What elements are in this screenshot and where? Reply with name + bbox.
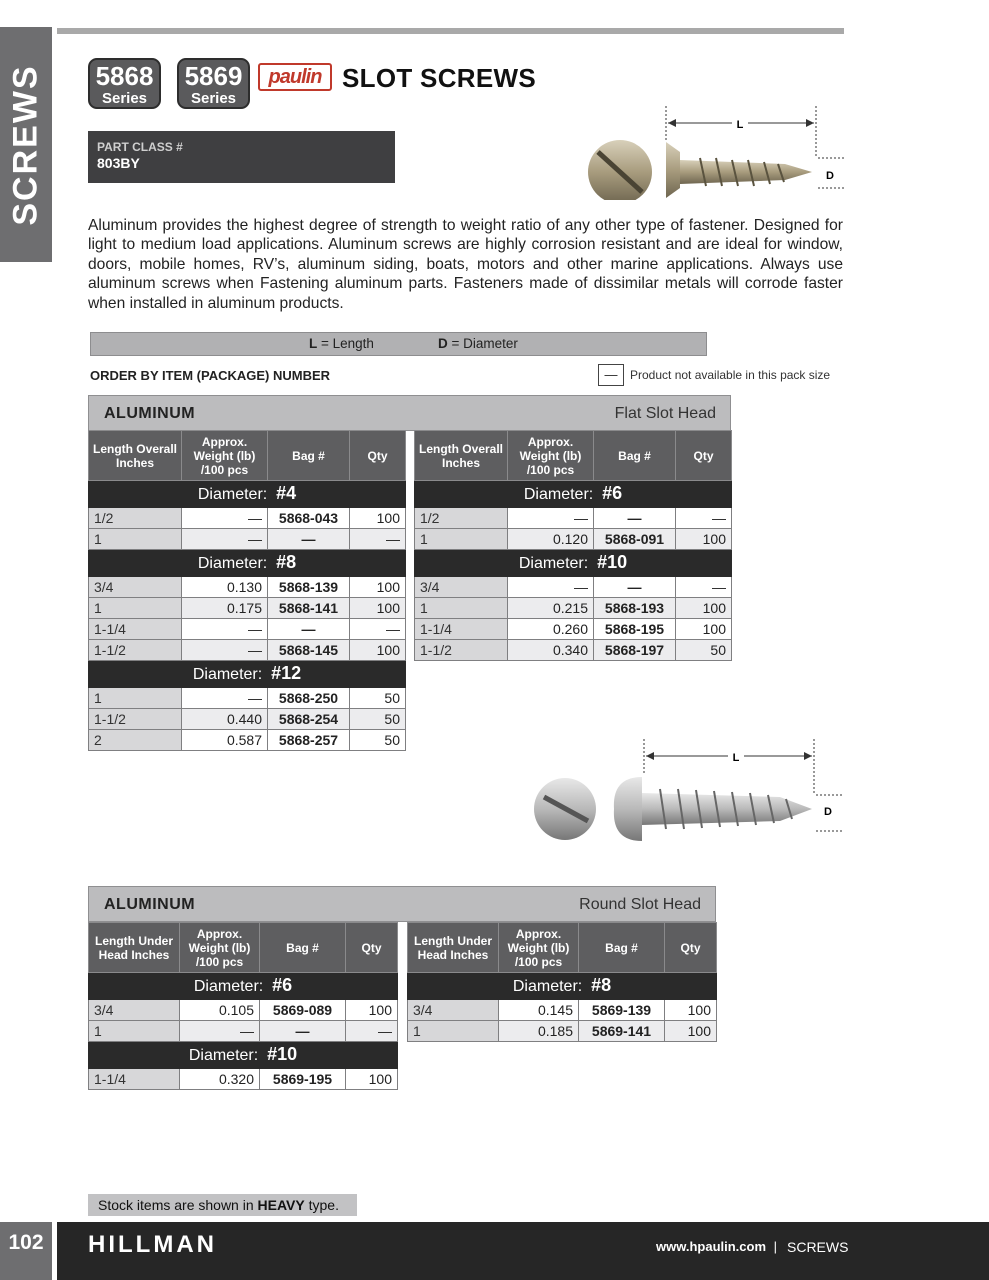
bag-number-cell: 5868-254: [268, 709, 350, 730]
length-cell: 1: [89, 598, 182, 619]
diameter-value: #10: [597, 552, 628, 572]
table-row: [415, 508, 732, 529]
round-head-section-header: [88, 886, 716, 922]
description-paragraph: Aluminum provides the highest degree of strength to weight ratio of any other type of fastener. Designed for light to medium load applications. Aluminum screws are highly corrosion resistant and are ideal for window, doors, mobile homes, RV’s, aluminum siding, boats, motors and other marine applications. Always use aluminum screws when Fastening aluminum parts. Fasteners made of dissimilar metals will corrode faster when installed in aluminum products.: [88, 217, 843, 312]
table-header-row: [408, 923, 717, 973]
table-row: [89, 529, 406, 550]
diameter-value: #6: [272, 975, 293, 995]
qty-cell: 100: [676, 619, 732, 640]
diameter-value: #10: [267, 1044, 298, 1064]
hillman-logo: HILLMAN: [88, 1231, 217, 1258]
bag-number-cell: 5868-043: [268, 508, 350, 529]
diameter-cell: [89, 973, 398, 1000]
section-side-tab: [0, 27, 52, 262]
order-by-heading: ORDER BY ITEM (PACKAGE) NUMBER: [90, 368, 331, 383]
weight-cell: —: [508, 508, 594, 529]
weight-cell: —: [182, 688, 268, 709]
diameter-label: D: [826, 170, 834, 182]
weight-cell: —: [182, 508, 268, 529]
weight-cell: —: [508, 577, 594, 598]
legend-d-text: = Diameter: [447, 336, 518, 351]
bag-number-cell: 5868-091: [594, 529, 676, 550]
weight-cell: 0.145: [499, 1000, 579, 1021]
table-row: [89, 709, 406, 730]
table-row: [89, 508, 406, 529]
table-row: [89, 577, 406, 598]
bag-number-cell: —: [594, 508, 676, 529]
series-label: Series: [190, 90, 237, 107]
qty-cell: 100: [665, 1021, 717, 1042]
screw-shank: [642, 793, 812, 825]
qty-cell: —: [350, 619, 406, 640]
column-header: Approx. Weight (lb) /100 pcs: [182, 431, 268, 481]
qty-cell: 50: [350, 709, 406, 730]
weight-cell: 0.440: [182, 709, 268, 730]
diameter-cell: [89, 661, 406, 688]
stock-note: [88, 1194, 357, 1216]
diameter-label: Diameter:: [523, 486, 594, 503]
footer-url-text: www.hpaulin.com: [656, 1239, 767, 1254]
weight-cell: —: [180, 1021, 260, 1042]
diameter-label: D: [824, 806, 832, 818]
qty-cell: 100: [665, 1000, 717, 1021]
diameter-label: Diameter:: [197, 555, 268, 572]
bag-number-cell: 5869-195: [260, 1069, 346, 1090]
part-class-box: [88, 131, 395, 183]
column-header: Approx. Weight (lb) /100 pcs: [180, 923, 260, 973]
table-header-row: [89, 923, 398, 973]
weight-cell: 0.320: [180, 1069, 260, 1090]
stock-note-bold: HEAVY: [257, 1197, 305, 1213]
table-row: [415, 529, 732, 550]
qty-cell: 50: [676, 640, 732, 661]
length-cell: 3/4: [89, 1000, 180, 1021]
column-header: Qty: [676, 431, 732, 481]
bag-number-cell: —: [268, 619, 350, 640]
not-available-symbol: —: [598, 364, 624, 386]
part-class-value: 803BY: [97, 155, 140, 171]
weight-cell: 0.120: [508, 529, 594, 550]
legend-d-key: D: [438, 336, 448, 351]
length-cell: 1-1/4: [89, 619, 182, 640]
page-title: SLOT SCREWS: [342, 63, 536, 93]
length-cell: 3/4: [408, 1000, 499, 1021]
qty-cell: 100: [676, 598, 732, 619]
length-cell: 1: [408, 1021, 499, 1042]
stock-note-pre: Stock items are shown in: [98, 1197, 258, 1213]
table-row: [89, 1000, 398, 1021]
round-slot-screw-illustration: [530, 735, 850, 845]
weight-cell: 0.587: [182, 730, 268, 751]
column-header: Qty: [665, 923, 717, 973]
diameter-cell: [89, 1042, 398, 1069]
screw-round-head-side: [614, 777, 642, 841]
column-header: Approx. Weight (lb) /100 pcs: [508, 431, 594, 481]
column-header: Bag #: [268, 431, 350, 481]
column-header: Qty: [350, 431, 406, 481]
flat-slot-screw-illustration: [580, 100, 850, 200]
legend-l-text: = Length: [317, 336, 374, 351]
weight-cell: 0.215: [508, 598, 594, 619]
diameter-label: Diameter:: [193, 978, 264, 995]
column-header: Qty: [346, 923, 398, 973]
length-cell: 1-1/2: [89, 709, 182, 730]
length-cell: 3/4: [415, 577, 508, 598]
diameter-value: #8: [276, 552, 297, 572]
length-cell: 1: [89, 688, 182, 709]
weight-cell: 0.175: [182, 598, 268, 619]
qty-cell: 50: [350, 730, 406, 751]
length-cell: 1: [415, 598, 508, 619]
length-cell: 1/2: [89, 508, 182, 529]
head-type-label: Flat Slot Head: [614, 405, 716, 422]
material-label: ALUMINUM: [104, 896, 196, 913]
weight-cell: 0.260: [508, 619, 594, 640]
weight-cell: —: [182, 529, 268, 550]
diameter-row: [89, 1042, 398, 1069]
column-header: Length Under Head Inches: [89, 923, 180, 973]
diameter-row: [415, 550, 732, 577]
bag-number-cell: 5868-197: [594, 640, 676, 661]
table-header-row: [89, 431, 406, 481]
diameter-label: Diameter:: [512, 978, 583, 995]
qty-cell: 100: [346, 1069, 398, 1090]
length-cell: 1-1/4: [415, 619, 508, 640]
length-cell: 1-1/4: [89, 1069, 180, 1090]
table-row: [89, 1069, 398, 1090]
table-row: [89, 598, 406, 619]
qty-cell: 100: [676, 529, 732, 550]
length-cell: 2: [89, 730, 182, 751]
weight-cell: 0.130: [182, 577, 268, 598]
bag-number-cell: 5869-139: [579, 1000, 665, 1021]
head-type-label: Round Slot Head: [579, 896, 701, 913]
diameter-row: [89, 550, 406, 577]
diameter-row: [408, 973, 717, 1000]
qty-cell: —: [676, 508, 732, 529]
qty-cell: 100: [346, 1000, 398, 1021]
qty-cell: 100: [350, 508, 406, 529]
diameter-label: Diameter:: [192, 666, 263, 683]
bag-number-cell: 5868-141: [268, 598, 350, 619]
part-class-label: PART CLASS #: [97, 140, 183, 154]
length-cell: 3/4: [89, 577, 182, 598]
material-label: ALUMINUM: [104, 405, 196, 422]
table-row: [89, 1021, 398, 1042]
series-badge-5869: [177, 58, 250, 109]
diameter-label: Diameter:: [518, 555, 589, 572]
diameter-cell: [89, 550, 406, 577]
side-tab-label: SCREWS: [6, 63, 45, 226]
column-header: Length Overall Inches: [89, 431, 182, 481]
screw-shank: [680, 160, 812, 184]
table-row: [89, 640, 406, 661]
diameter-cell: [408, 973, 717, 1000]
qty-cell: —: [676, 577, 732, 598]
qty-cell: 100: [350, 577, 406, 598]
qty-cell: 50: [350, 688, 406, 709]
flat-head-table-right: [414, 430, 732, 661]
table-row: [408, 1021, 717, 1042]
bag-number-cell: 5869-141: [579, 1021, 665, 1042]
length-label: L: [736, 119, 744, 131]
legend-l-key: L: [309, 336, 318, 351]
length-cell: 1/2: [415, 508, 508, 529]
bag-number-cell: —: [594, 577, 676, 598]
top-rule: [57, 28, 844, 34]
length-cell: 1: [415, 529, 508, 550]
weight-cell: 0.105: [180, 1000, 260, 1021]
diameter-cell: [415, 481, 732, 508]
diameter-row: [415, 481, 732, 508]
qty-cell: —: [346, 1021, 398, 1042]
diameter-label: Diameter:: [188, 1047, 259, 1064]
legend-length: [309, 333, 374, 355]
bag-number-cell: 5868-250: [268, 688, 350, 709]
table-row: [415, 598, 732, 619]
series-badge-5868: [88, 58, 161, 109]
weight-cell: 0.185: [499, 1021, 579, 1042]
bag-number-cell: —: [260, 1021, 346, 1042]
round-head-table-left: [88, 922, 398, 1090]
bag-number-cell: 5869-089: [260, 1000, 346, 1021]
table-row: [415, 577, 732, 598]
column-header: Bag #: [579, 923, 665, 973]
diameter-cell: [415, 550, 732, 577]
legend-diameter: [438, 333, 518, 355]
table-header-row: [415, 431, 732, 481]
diameter-value: #6: [602, 483, 623, 503]
series-number: 5868: [95, 61, 154, 91]
bag-number-cell: 5868-145: [268, 640, 350, 661]
length-cell: 1: [89, 1021, 180, 1042]
diameter-cell: [89, 481, 406, 508]
length-label: L: [732, 752, 740, 764]
not-available-note: Product not available in this pack size: [630, 368, 831, 382]
length-cell: 1: [89, 529, 182, 550]
length-cell: 1-1/2: [89, 640, 182, 661]
diameter-value: #8: [591, 975, 612, 995]
column-header: Bag #: [260, 923, 346, 973]
table-row: [408, 1000, 717, 1021]
column-header: Approx. Weight (lb) /100 pcs: [499, 923, 579, 973]
page-number: 102: [0, 1222, 52, 1280]
diameter-value: #12: [271, 663, 302, 683]
footer-separator: |: [773, 1239, 778, 1254]
flat-head-table-left: [88, 430, 406, 751]
weight-cell: —: [182, 619, 268, 640]
bag-number-cell: 5868-193: [594, 598, 676, 619]
qty-cell: 100: [350, 640, 406, 661]
table-row: [89, 730, 406, 751]
stock-note-post: type.: [304, 1197, 339, 1213]
table-row: [415, 640, 732, 661]
round-head-table-right: [407, 922, 717, 1042]
table-row: [89, 688, 406, 709]
series-label: Series: [101, 90, 148, 107]
column-header: Bag #: [594, 431, 676, 481]
flat-head-section-header: [88, 395, 731, 431]
legend-bar: [90, 332, 707, 356]
qty-cell: 100: [350, 598, 406, 619]
bag-number-cell: 5868-257: [268, 730, 350, 751]
paulin-logo: paulin: [258, 63, 332, 91]
table-row: [89, 619, 406, 640]
column-header: Length Under Head Inches: [408, 923, 499, 973]
screw-flat-head-side: [666, 142, 680, 198]
weight-cell: —: [182, 640, 268, 661]
weight-cell: 0.340: [508, 640, 594, 661]
diameter-label: Diameter:: [197, 486, 268, 503]
diameter-row: [89, 481, 406, 508]
length-cell: 1-1/2: [415, 640, 508, 661]
diameter-row: [89, 661, 406, 688]
diameter-value: #4: [276, 483, 297, 503]
diameter-row: [89, 973, 398, 1000]
qty-cell: —: [350, 529, 406, 550]
series-number: 5869: [184, 61, 243, 91]
bag-number-cell: —: [268, 529, 350, 550]
bag-number-cell: 5868-195: [594, 619, 676, 640]
bag-number-cell: 5868-139: [268, 577, 350, 598]
footer-section-label: SCREWS: [787, 1239, 849, 1255]
table-row: [415, 619, 732, 640]
column-header: Length Overall Inches: [415, 431, 508, 481]
